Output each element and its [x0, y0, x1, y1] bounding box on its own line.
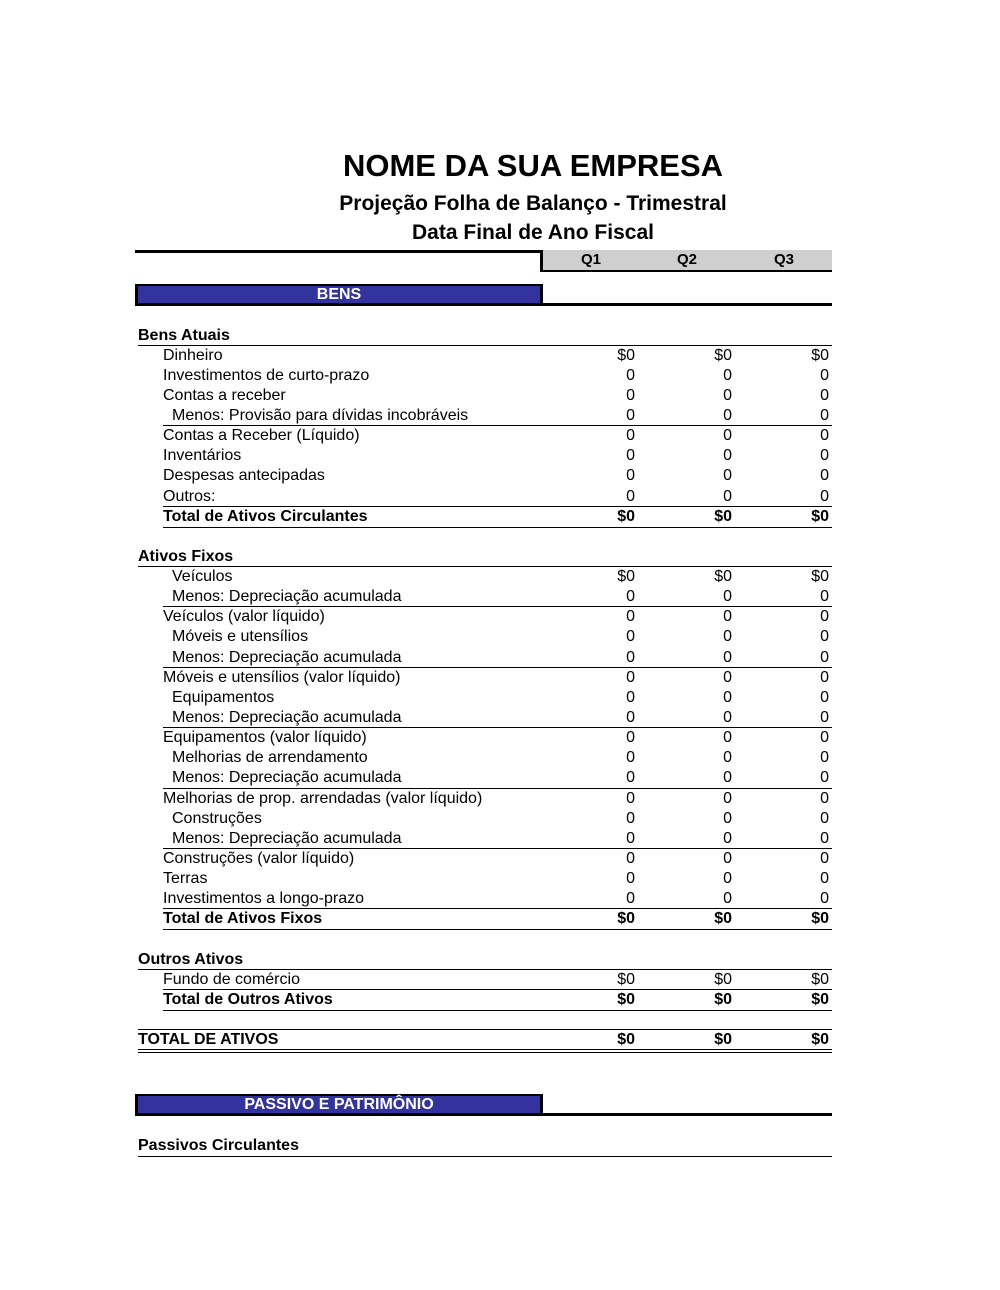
row-label: Inventários: [163, 447, 242, 464]
section-heading-other-assets: [138, 950, 832, 970]
cell-q3: $0: [811, 971, 829, 988]
table-row-construcoes: [138, 809, 832, 829]
section-label: Bens Atuais: [138, 327, 230, 344]
cell-q2: 0: [723, 427, 732, 444]
cell-q3: 0: [820, 387, 829, 404]
row-label: Menos: Depreciação acumulada: [172, 588, 402, 605]
table-row-total-de-ativos: [138, 1030, 832, 1050]
cell-q1: 0: [626, 467, 635, 484]
row-rule: [163, 727, 832, 728]
cell-q2: 0: [723, 689, 732, 706]
band-assets: BENS: [135, 284, 543, 306]
row-label: Terras: [163, 870, 208, 887]
table-row-veiculos-valor-liquido: [138, 607, 832, 627]
table-row-menos-depreciacao-acumulada: [138, 587, 832, 607]
cell-q3: $0: [811, 568, 829, 585]
cell-q1: 0: [626, 729, 635, 746]
table-row-dinheiro: [138, 346, 832, 366]
cell-q3: 0: [820, 588, 829, 605]
row-label: Investimentos de curto-prazo: [163, 367, 370, 384]
row-rule: [138, 345, 832, 346]
quarter-header-q3: Q3: [773, 251, 794, 268]
table-row-construcoes-valor-liquido: [138, 849, 832, 869]
row-underline: [163, 527, 832, 528]
company-name: NOME DA SUA EMPRESA: [342, 148, 724, 183]
table-row-equipamentos: [138, 688, 832, 708]
table-row-moveis-e-utensilios-valor-liquido: [138, 668, 832, 688]
table-row-contas-a-receber-liquido: [138, 426, 832, 446]
row-label: Melhorias de arrendamento: [172, 749, 368, 766]
cell-q1: 0: [626, 588, 635, 605]
row-label: Menos: Provisão para dívidas incobráveis: [172, 407, 469, 424]
table-row-outros: [138, 487, 832, 507]
cell-q1: $0: [617, 347, 635, 364]
cell-q1: 0: [626, 628, 635, 645]
cell-q2: 0: [723, 769, 732, 786]
table-row-menos-provisao-para-dividas-incobraveis: [138, 406, 832, 426]
fiscal-date-line: Data Final de Ano Fiscal: [412, 221, 654, 244]
row-label: Móveis e utensílios (valor líquido): [163, 669, 401, 686]
double-underline: [138, 1049, 832, 1053]
cell-q3: $0: [811, 347, 829, 364]
cell-q3: 0: [820, 769, 829, 786]
cell-q2: 0: [723, 790, 732, 807]
cell-q2: 0: [723, 810, 732, 827]
cell-q2: 0: [723, 890, 732, 907]
row-label: Contas a receber: [163, 387, 286, 404]
cell-q3: 0: [820, 649, 829, 666]
row-rule: [138, 566, 832, 567]
table-row-total-de-ativos-circulantes: [138, 507, 832, 527]
section-heading-current-assets: [138, 326, 832, 346]
cell-q2: $0: [714, 991, 732, 1008]
cell-q1: 0: [626, 367, 635, 384]
section-label: Ativos Fixos: [138, 548, 234, 565]
row-underline: [138, 1156, 832, 1157]
table-row-menos-depreciacao-acumulada: [138, 708, 832, 728]
cell-q3: 0: [820, 628, 829, 645]
row-label: Menos: Depreciação acumulada: [172, 649, 402, 666]
row-rule: [163, 606, 832, 607]
table-row-equipamentos-valor-liquido: [138, 728, 832, 748]
cell-q3: 0: [820, 870, 829, 887]
cell-q2: 0: [723, 387, 732, 404]
cell-q1: $0: [617, 910, 635, 927]
cell-q1: 0: [626, 890, 635, 907]
table-row-veiculos: [138, 567, 832, 587]
cell-q2: 0: [723, 830, 732, 847]
table-row-inventarios: [138, 446, 832, 466]
cell-q3: 0: [820, 850, 829, 867]
cell-q2: $0: [714, 910, 732, 927]
table-row-investimentos-de-curto-prazo: [138, 366, 832, 386]
row-label: Construções: [172, 810, 262, 827]
row-rule: [163, 788, 832, 789]
table-row-total-de-ativos-fixos: [138, 909, 832, 929]
cell-q1: $0: [617, 568, 635, 585]
row-label: Melhorias de prop. arrendadas (valor líquido): [163, 790, 483, 807]
section-heading-current-liabilities: [138, 1136, 832, 1156]
row-rule: [163, 425, 832, 426]
cell-q1: 0: [626, 810, 635, 827]
cell-q1: 0: [626, 689, 635, 706]
cell-q1: 0: [626, 749, 635, 766]
row-label: Menos: Depreciação acumulada: [172, 769, 402, 786]
cell-q2: $0: [714, 1031, 732, 1048]
cell-q3: $0: [811, 910, 829, 927]
cell-q2: 0: [723, 749, 732, 766]
row-rule: [163, 989, 832, 990]
cell-q2: $0: [714, 971, 732, 988]
cell-q2: 0: [723, 467, 732, 484]
cell-q1: 0: [626, 830, 635, 847]
row-label: Despesas antecipadas: [163, 467, 325, 484]
cell-q3: 0: [820, 427, 829, 444]
row-label: Total de Ativos Fixos: [163, 910, 323, 927]
cell-q3: 0: [820, 669, 829, 686]
table-row-menos-depreciacao-acumulada: [138, 648, 832, 668]
cell-q3: 0: [820, 367, 829, 384]
cell-q2: 0: [723, 608, 732, 625]
row-rule: [163, 908, 832, 909]
cell-q1: 0: [626, 387, 635, 404]
row-label: Total de Ativos Circulantes: [163, 508, 368, 525]
cell-q3: 0: [820, 608, 829, 625]
cell-q1: $0: [617, 1031, 635, 1048]
cell-q2: $0: [714, 568, 732, 585]
cell-q1: 0: [626, 488, 635, 505]
cell-q3: 0: [820, 790, 829, 807]
cell-q2: 0: [723, 709, 732, 726]
row-rule: [163, 506, 832, 507]
cell-q3: 0: [820, 810, 829, 827]
cell-q1: 0: [626, 769, 635, 786]
row-underline: [163, 1010, 832, 1011]
row-label: Contas a Receber (Líquido): [163, 427, 360, 444]
row-label: Menos: Depreciação acumulada: [172, 709, 402, 726]
cell-q1: $0: [617, 991, 635, 1008]
cell-q3: 0: [820, 749, 829, 766]
cell-q2: $0: [714, 508, 732, 525]
cell-q2: 0: [723, 669, 732, 686]
table-row-melhorias-de-arrendamento: [138, 748, 832, 768]
quarter-header-q1: Q1: [580, 251, 601, 268]
cell-q1: 0: [626, 407, 635, 424]
cell-q2: 0: [723, 850, 732, 867]
cell-q1: 0: [626, 709, 635, 726]
table-row-menos-depreciacao-acumulada: [138, 768, 832, 788]
table-row-investimentos-a-longo-prazo: [138, 889, 832, 909]
row-label: Equipamentos (valor líquido): [163, 729, 367, 746]
cell-q1: 0: [626, 427, 635, 444]
cell-q3: 0: [820, 729, 829, 746]
row-label: Total de Outros Ativos: [163, 991, 333, 1008]
cell-q3: 0: [820, 709, 829, 726]
row-rule: [138, 969, 832, 970]
table-row-total-de-outros-ativos: [138, 990, 832, 1010]
cell-q2: 0: [723, 729, 732, 746]
cell-q1: $0: [617, 508, 635, 525]
row-label: Outros:: [163, 488, 216, 505]
row-rule: [138, 1029, 832, 1030]
cell-q3: 0: [820, 407, 829, 424]
band-assets-rule: [543, 303, 832, 306]
cell-q3: $0: [811, 991, 829, 1008]
cell-q3: 0: [820, 689, 829, 706]
row-label: Veículos (valor líquido): [163, 608, 325, 625]
table-row-despesas-antecipadas: [138, 466, 832, 486]
cell-q1: 0: [626, 608, 635, 625]
cell-q3: 0: [820, 447, 829, 464]
row-label: Equipamentos: [172, 689, 275, 706]
cell-q1: 0: [626, 870, 635, 887]
cell-q3: $0: [811, 1031, 829, 1048]
cell-q1: 0: [626, 447, 635, 464]
cell-q1: 0: [626, 850, 635, 867]
row-label: Veículos: [172, 568, 233, 585]
row-label: TOTAL DE ATIVOS: [138, 1031, 279, 1048]
cell-q2: 0: [723, 367, 732, 384]
cell-q1: 0: [626, 649, 635, 666]
cell-q2: 0: [723, 628, 732, 645]
cell-q2: 0: [723, 588, 732, 605]
cell-q1: 0: [626, 669, 635, 686]
cell-q2: 0: [723, 488, 732, 505]
cell-q2: $0: [714, 347, 732, 364]
row-label: Móveis e utensílios: [172, 628, 309, 645]
cell-q3: 0: [820, 830, 829, 847]
cell-q3: $0: [811, 508, 829, 525]
row-label: Menos: Depreciação acumulada: [172, 830, 402, 847]
row-label: Investimentos a longo-prazo: [163, 890, 364, 907]
cell-q2: 0: [723, 447, 732, 464]
section-label: Outros Ativos: [138, 951, 244, 968]
section-heading-fixed-assets: [138, 547, 832, 567]
table-row-moveis-e-utensilios: [138, 627, 832, 647]
table-row-melhorias-de-prop-arrendadas-valor-liquido: [138, 789, 832, 809]
cell-q2: 0: [723, 870, 732, 887]
cell-q1: 0: [626, 790, 635, 807]
report-subtitle: Projeção Folha de Balanço - Trimestral: [339, 192, 727, 215]
cell-q3: 0: [820, 467, 829, 484]
section-label: Passivos Circulantes: [138, 1137, 299, 1154]
row-label: Dinheiro: [163, 347, 223, 364]
row-rule: [163, 667, 832, 668]
quarter-header-q2: Q2: [676, 251, 697, 268]
cell-q1: $0: [617, 971, 635, 988]
cell-q3: 0: [820, 890, 829, 907]
cell-q3: 0: [820, 488, 829, 505]
cell-q2: 0: [723, 407, 732, 424]
row-label: Fundo de comércio: [163, 971, 300, 988]
row-label: Construções (valor líquido): [163, 850, 355, 867]
row-underline: [163, 929, 832, 930]
cell-q2: 0: [723, 649, 732, 666]
band-liabilities: PASSIVO E PATRIMÔNIO: [135, 1094, 543, 1116]
table-row-fundo-de-comercio: [138, 970, 832, 990]
table-row-terras: [138, 869, 832, 889]
band-liabilities-rule: [543, 1113, 832, 1116]
table-row-contas-a-receber: [138, 386, 832, 406]
row-rule: [163, 848, 832, 849]
table-row-menos-depreciacao-acumulada: [138, 829, 832, 849]
